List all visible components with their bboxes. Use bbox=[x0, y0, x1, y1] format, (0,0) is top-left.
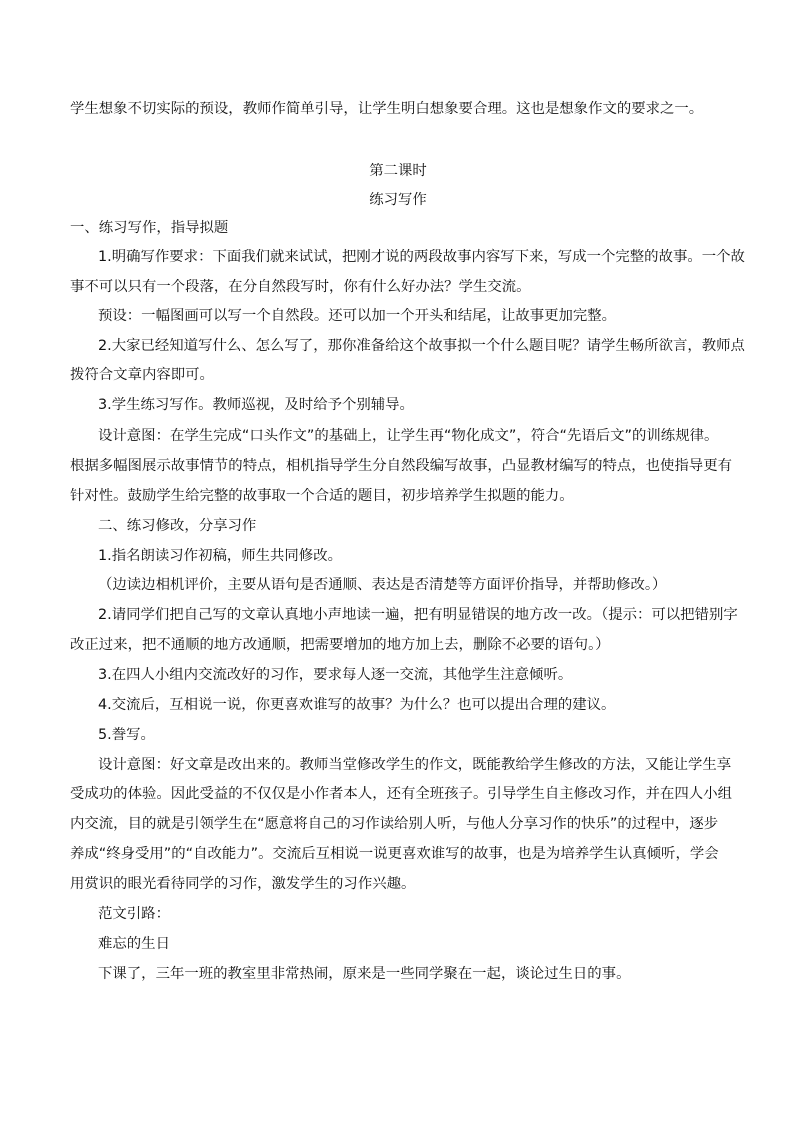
paragraph-line: 根据多幅图展示故事情节的特点，相机指导学生分自然段编写故事，凸显教材编写的特点，也使指导更有 bbox=[70, 458, 732, 474]
paragraph-line: 1.指名朗读习作初稿，师生共同修改。 bbox=[98, 548, 342, 564]
paragraph-line: （边读边相机评价，主要从语句是否通顺、表达是否清楚等方面评价指导，并帮助修改。） bbox=[98, 577, 667, 593]
section-heading: 范文引路： bbox=[98, 906, 170, 922]
paragraph-line: 2.请同学们把自己写的文章认真地小声地读一遍，把有明显错误的地方改一改。（提示：可以把错别字 bbox=[98, 607, 738, 623]
paragraph-line: 预设：一幅图画可以写一个自然段。还可以加一个开头和结尾，让故事更加完整。 bbox=[98, 308, 617, 324]
paragraph-line: 事不可以只有一个段落，在分自然段写时，你有什么好办法？学生交流。 bbox=[70, 279, 531, 295]
document-page bbox=[70, 98, 745, 985]
paragraph-line: 拨符合文章内容即可。 bbox=[70, 367, 214, 383]
paragraph-line: 3.学生练习写作。教师巡视，及时给予个别辅导。 bbox=[98, 397, 414, 413]
paragraph-line: 针对性。鼓励学生给完整的故事取一个合适的题目，初步培养学生拟题的能力。 bbox=[70, 488, 574, 504]
paragraph-line: 4.交流后，互相说一说，你更喜欢谁写的故事？为什么？也可以提出合理的建议。 bbox=[98, 697, 616, 713]
paragraph-line: 内交流，目的就是引领学生在“愿意将自己的习作读给别人听，与他人分享习作的快乐”的过程中，逐步 bbox=[70, 816, 719, 832]
paragraph-line: 用赏识的眼光看待同学的习作，激发学生的习作兴趣。 bbox=[70, 876, 416, 892]
section-title: 练习写作 bbox=[369, 192, 427, 208]
paragraph-line: 设计意图：好文章是改出来的。教师当堂修改学生的作文，既能教给学生修改的方法，又能让学生享 bbox=[98, 757, 732, 773]
paragraph-line: 学生想象不切实际的预设，教师作简单引导，让学生明白想象要合理。这也是想象作文的要求之一。 bbox=[70, 101, 704, 117]
paragraph-line: 2.大家已经知道写什么、怎么写了，那你准备给这个故事拟一个什么题目呢？请学生畅所欲言，教师点 bbox=[98, 338, 745, 354]
story-title: 难忘的生日 bbox=[98, 936, 170, 952]
paragraph-line: 受成功的体验。因此受益的不仅仅是小作者本人，还有全班孩子。引导学生自主修改习作，并在四人小组 bbox=[70, 786, 732, 802]
paragraph-line: 设计意图：在学生完成“口头作文”的基础上，让学生再“物化成文”，符合“先语后文”的训练规律。 bbox=[98, 428, 719, 444]
paragraph-line: 3.在四人小组内交流改好的习作，要求每人逐一交流，其他学生注意倾听。 bbox=[98, 667, 573, 683]
section-heading: 一、练习写作，指导拟题 bbox=[70, 220, 229, 236]
paragraph-line: 养成“终身受用”的“自改能力”。交流后互相说一说更喜欢谁写的故事，也是为培养学生认真倾听，学会 bbox=[70, 846, 719, 862]
paragraph-line: 1.明确写作要求：下面我们就来试试，把刚才说的两段故事内容写下来，写成一个完整的故事。一个故 bbox=[98, 249, 745, 265]
lesson-title: 第二课时 bbox=[369, 163, 427, 179]
paragraph-line: 改正过来，把不通顺的地方改通顺，把需要增加的地方加上去，删除不必要的语句。） bbox=[70, 637, 610, 653]
paragraph-line: 5.誊写。 bbox=[98, 727, 155, 743]
paragraph-line: 下课了，三年一班的教室里非常热闹，原来是一些同学聚在一起，谈论过生日的事。 bbox=[98, 966, 631, 982]
section-heading: 二、练习修改，分享习作 bbox=[98, 518, 257, 534]
